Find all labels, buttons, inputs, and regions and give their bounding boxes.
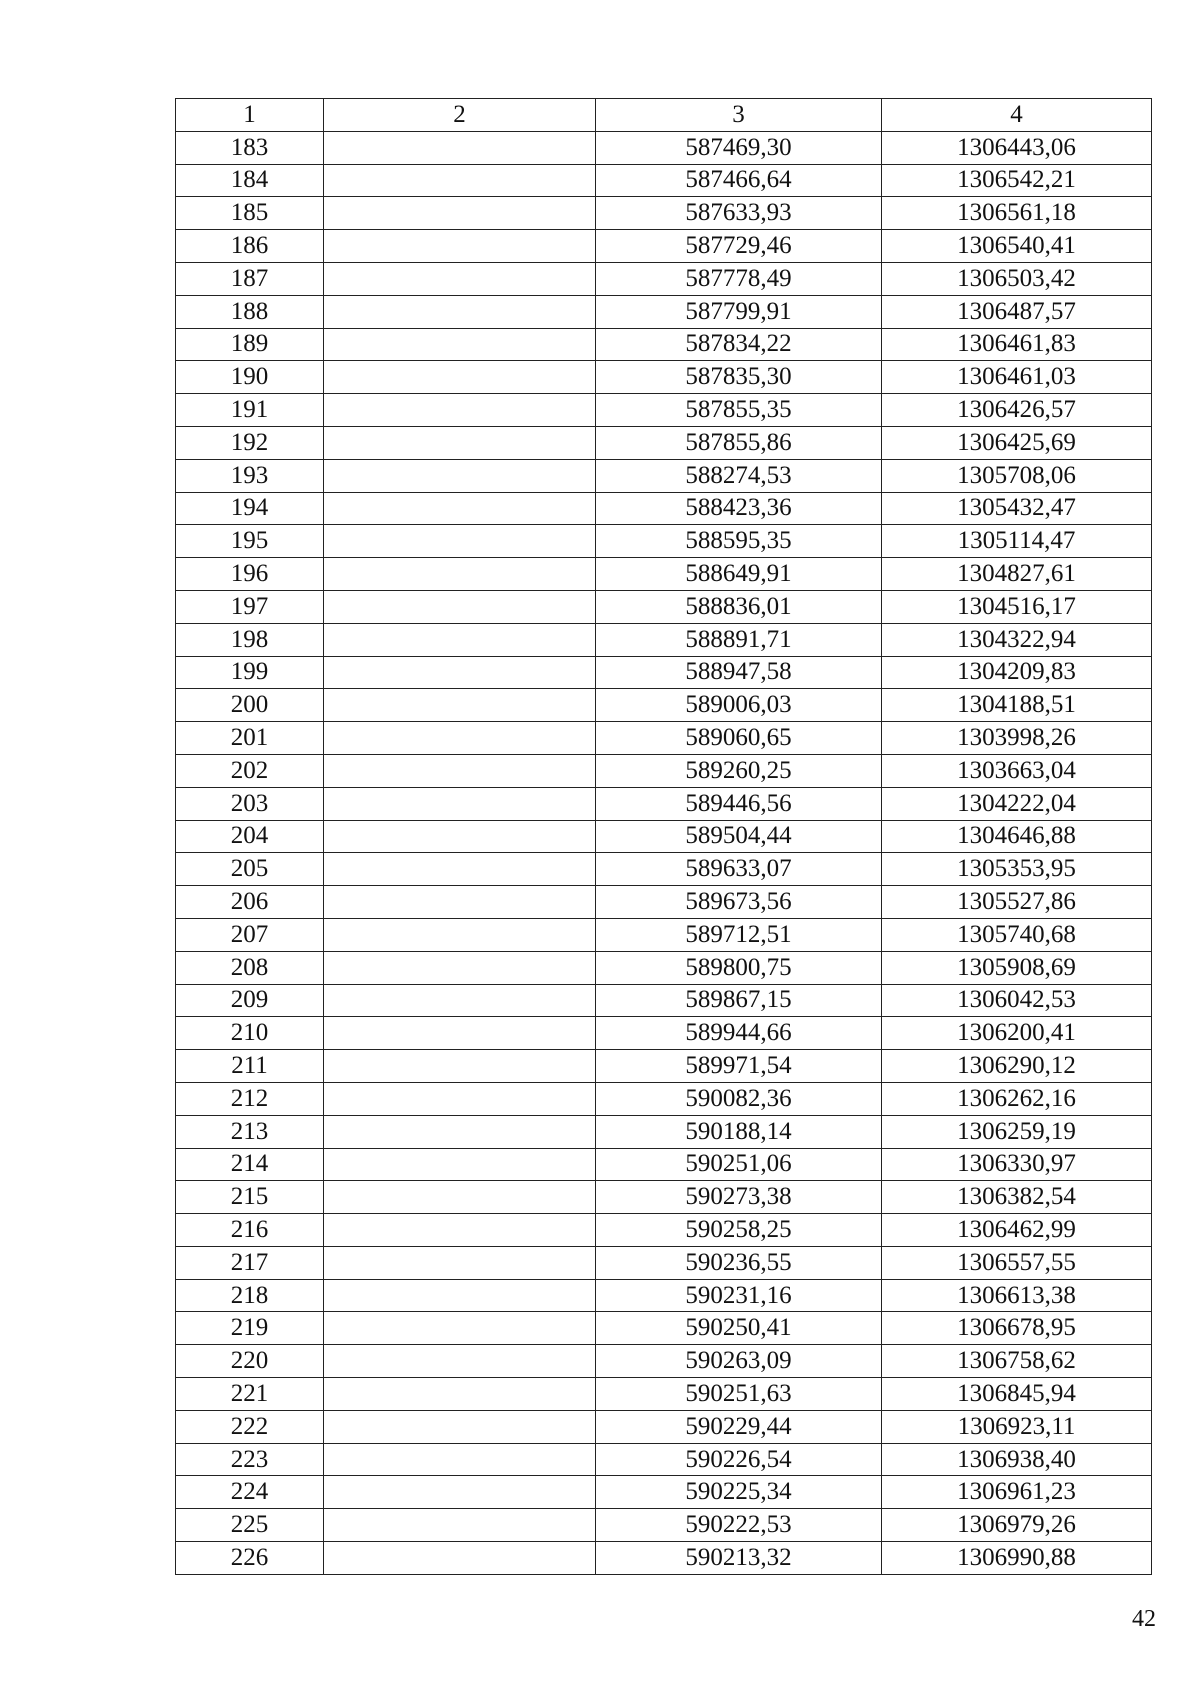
table-cell-col-2 — [324, 590, 596, 623]
table-cell-col-3: 589712,51 — [596, 918, 882, 951]
table-cell-col-3: 589446,56 — [596, 787, 882, 820]
table-cell-col-2 — [324, 262, 596, 295]
table-cell-col-3: 587835,30 — [596, 361, 882, 394]
table-cell-col-4: 1304646,88 — [882, 820, 1152, 853]
table-cell-col-4: 1306557,55 — [882, 1246, 1152, 1279]
table-row — [176, 262, 1152, 295]
table-cell-col-4: 1306542,21 — [882, 164, 1152, 197]
table-cell-col-1: 220 — [176, 1345, 324, 1378]
table-cell-col-3: 590251,63 — [596, 1378, 882, 1411]
table-cell-col-2 — [324, 820, 596, 853]
table-cell-col-3: 590222,53 — [596, 1509, 882, 1542]
table-cell-col-2 — [324, 1509, 596, 1542]
table-cell-col-3: 587834,22 — [596, 328, 882, 361]
table-cell-col-3: 590251,06 — [596, 1148, 882, 1181]
table-cell-col-4: 1306425,69 — [882, 426, 1152, 459]
table-cell-col-2 — [324, 886, 596, 919]
table-cell-col-4: 1305114,47 — [882, 525, 1152, 558]
table-cell-col-4: 1306200,41 — [882, 1017, 1152, 1050]
table-cell-col-2 — [324, 1246, 596, 1279]
table-row — [176, 951, 1152, 984]
table-cell-col-4: 1305740,68 — [882, 918, 1152, 951]
table-row — [176, 820, 1152, 853]
table-row — [176, 754, 1152, 787]
table-cell-col-3: 587855,86 — [596, 426, 882, 459]
table-cell-col-2 — [324, 689, 596, 722]
table-cell-col-4: 1306540,41 — [882, 230, 1152, 263]
table-cell-col-1: 212 — [176, 1082, 324, 1115]
column-header-3: 3 — [596, 99, 882, 132]
table-cell-col-3: 589867,15 — [596, 984, 882, 1017]
table-cell-col-4: 1306461,03 — [882, 361, 1152, 394]
table-cell-col-1: 225 — [176, 1509, 324, 1542]
table-cell-col-4: 1306042,53 — [882, 984, 1152, 1017]
table-cell-col-2 — [324, 394, 596, 427]
table-cell-col-2 — [324, 525, 596, 558]
table-cell-col-2 — [324, 722, 596, 755]
table-row — [176, 295, 1152, 328]
table-row — [176, 1312, 1152, 1345]
table-cell-col-4: 1306330,97 — [882, 1148, 1152, 1181]
table-cell-col-2 — [324, 853, 596, 886]
table-cell-col-2 — [324, 1082, 596, 1115]
table-cell-col-3: 588274,53 — [596, 459, 882, 492]
table-cell-col-4: 1304827,61 — [882, 558, 1152, 591]
table-cell-col-2 — [324, 328, 596, 361]
table-cell-col-2 — [324, 361, 596, 394]
table-cell-col-1: 198 — [176, 623, 324, 656]
table-cell-col-3: 590082,36 — [596, 1082, 882, 1115]
table-cell-col-4: 1306923,11 — [882, 1410, 1152, 1443]
table-cell-col-3: 589006,03 — [596, 689, 882, 722]
table-cell-col-1: 210 — [176, 1017, 324, 1050]
table-cell-col-3: 590226,54 — [596, 1443, 882, 1476]
table-cell-col-4: 1306758,62 — [882, 1345, 1152, 1378]
table-cell-col-2 — [324, 197, 596, 230]
table-cell-col-3: 589504,44 — [596, 820, 882, 853]
table-row — [176, 164, 1152, 197]
table-row — [176, 1476, 1152, 1509]
table-row — [176, 918, 1152, 951]
table-cell-col-4: 1304188,51 — [882, 689, 1152, 722]
table-cell-col-2 — [324, 1345, 596, 1378]
column-header-4: 4 — [882, 99, 1152, 132]
table-cell-col-2 — [324, 1312, 596, 1345]
table-body — [176, 131, 1152, 1574]
table-cell-col-1: 221 — [176, 1378, 324, 1411]
table-cell-col-1: 194 — [176, 492, 324, 525]
table-cell-col-2 — [324, 1279, 596, 1312]
table-cell-col-3: 590250,41 — [596, 1312, 882, 1345]
table-cell-col-3: 588836,01 — [596, 590, 882, 623]
table-row — [176, 623, 1152, 656]
table-cell-col-1: 211 — [176, 1050, 324, 1083]
table-cell-col-1: 197 — [176, 590, 324, 623]
table-cell-col-4: 1306290,12 — [882, 1050, 1152, 1083]
table-row — [176, 558, 1152, 591]
table-cell-col-1: 191 — [176, 394, 324, 427]
table-cell-col-2 — [324, 623, 596, 656]
table-cell-col-4: 1306561,18 — [882, 197, 1152, 230]
table-row — [176, 1246, 1152, 1279]
table-cell-col-4: 1306961,23 — [882, 1476, 1152, 1509]
table-cell-col-2 — [324, 1542, 596, 1575]
table-header-row — [176, 99, 1152, 132]
table-cell-col-1: 204 — [176, 820, 324, 853]
table-row — [176, 1509, 1152, 1542]
table-cell-col-1: 192 — [176, 426, 324, 459]
table-cell-col-1: 215 — [176, 1181, 324, 1214]
table-cell-col-1: 189 — [176, 328, 324, 361]
table-cell-col-4: 1305353,95 — [882, 853, 1152, 886]
table-cell-col-2 — [324, 1443, 596, 1476]
table-cell-col-2 — [324, 1115, 596, 1148]
table-cell-col-2 — [324, 1017, 596, 1050]
table-cell-col-2 — [324, 1476, 596, 1509]
table-row — [176, 394, 1152, 427]
table-cell-col-1: 183 — [176, 131, 324, 164]
table-cell-col-3: 590273,38 — [596, 1181, 882, 1214]
table-row — [176, 787, 1152, 820]
table-cell-col-3: 590258,25 — [596, 1214, 882, 1247]
table-cell-col-1: 214 — [176, 1148, 324, 1181]
table-cell-col-2 — [324, 1181, 596, 1214]
table-cell-col-1: 195 — [176, 525, 324, 558]
table-cell-col-1: 206 — [176, 886, 324, 919]
table-cell-col-2 — [324, 230, 596, 263]
table-cell-col-1: 223 — [176, 1443, 324, 1476]
table-cell-col-3: 587633,93 — [596, 197, 882, 230]
table-cell-col-2 — [324, 295, 596, 328]
table-row — [176, 1345, 1152, 1378]
table-cell-col-2 — [324, 1214, 596, 1247]
table-cell-col-3: 590188,14 — [596, 1115, 882, 1148]
table-row — [176, 1050, 1152, 1083]
table-row — [176, 1017, 1152, 1050]
table-cell-col-4: 1304209,83 — [882, 656, 1152, 689]
column-header-2: 2 — [324, 99, 596, 132]
table-row — [176, 492, 1152, 525]
table-cell-col-4: 1306503,42 — [882, 262, 1152, 295]
table-cell-col-2 — [324, 1148, 596, 1181]
table-cell-col-3: 590225,34 — [596, 1476, 882, 1509]
table-cell-col-4: 1306979,26 — [882, 1509, 1152, 1542]
table-cell-col-2 — [324, 1378, 596, 1411]
table-row — [176, 1181, 1152, 1214]
table-cell-col-3: 590263,09 — [596, 1345, 882, 1378]
table-cell-col-4: 1306845,94 — [882, 1378, 1152, 1411]
table-cell-col-2 — [324, 787, 596, 820]
table-cell-col-2 — [324, 656, 596, 689]
table-cell-col-3: 590236,55 — [596, 1246, 882, 1279]
table-cell-col-2 — [324, 492, 596, 525]
table-cell-col-2 — [324, 951, 596, 984]
table-cell-col-2 — [324, 131, 596, 164]
table-cell-col-4: 1306262,16 — [882, 1082, 1152, 1115]
table-row — [176, 525, 1152, 558]
table-row — [176, 1410, 1152, 1443]
table-cell-col-2 — [324, 1050, 596, 1083]
table-cell-col-4: 1304222,04 — [882, 787, 1152, 820]
table-cell-col-1: 216 — [176, 1214, 324, 1247]
table-cell-col-1: 188 — [176, 295, 324, 328]
table-row — [176, 590, 1152, 623]
table-cell-col-1: 208 — [176, 951, 324, 984]
table-cell-col-1: 201 — [176, 722, 324, 755]
table-cell-col-1: 218 — [176, 1279, 324, 1312]
table-row — [176, 1148, 1152, 1181]
table-cell-col-4: 1303998,26 — [882, 722, 1152, 755]
table-cell-col-2 — [324, 984, 596, 1017]
table-row — [176, 197, 1152, 230]
table-row — [176, 1082, 1152, 1115]
table-row — [176, 689, 1152, 722]
table-cell-col-4: 1306613,38 — [882, 1279, 1152, 1312]
table-cell-col-2 — [324, 1410, 596, 1443]
table-cell-col-4: 1306678,95 — [882, 1312, 1152, 1345]
table-cell-col-3: 587729,46 — [596, 230, 882, 263]
table-cell-col-2 — [324, 918, 596, 951]
table-cell-col-3: 588947,58 — [596, 656, 882, 689]
table-cell-col-1: 193 — [176, 459, 324, 492]
table-cell-col-4: 1306461,83 — [882, 328, 1152, 361]
table-cell-col-2 — [324, 164, 596, 197]
table-cell-col-3: 588891,71 — [596, 623, 882, 656]
table-cell-col-4: 1303663,04 — [882, 754, 1152, 787]
table-cell-col-2 — [324, 459, 596, 492]
table-cell-col-3: 588423,36 — [596, 492, 882, 525]
table-cell-col-3: 588595,35 — [596, 525, 882, 558]
table-cell-col-3: 589673,56 — [596, 886, 882, 919]
table-cell-col-3: 589260,25 — [596, 754, 882, 787]
page-number: 42 — [1132, 1606, 1156, 1632]
table-cell-col-2 — [324, 558, 596, 591]
table-cell-col-4: 1304322,94 — [882, 623, 1152, 656]
table-cell-col-4: 1306259,19 — [882, 1115, 1152, 1148]
table-cell-col-3: 587466,64 — [596, 164, 882, 197]
table-cell-col-4: 1306938,40 — [882, 1443, 1152, 1476]
table-cell-col-1: 187 — [176, 262, 324, 295]
table-cell-col-3: 589944,66 — [596, 1017, 882, 1050]
table-row — [176, 853, 1152, 886]
table-cell-col-3: 587799,91 — [596, 295, 882, 328]
table-row — [176, 1115, 1152, 1148]
table-row — [176, 1542, 1152, 1575]
table-cell-col-3: 590231,16 — [596, 1279, 882, 1312]
table-row — [176, 1378, 1152, 1411]
table-cell-col-3: 589633,07 — [596, 853, 882, 886]
table-cell-col-4: 1305708,06 — [882, 459, 1152, 492]
table-cell-col-1: 219 — [176, 1312, 324, 1345]
table-cell-col-1: 185 — [176, 197, 324, 230]
table-cell-col-4: 1304516,17 — [882, 590, 1152, 623]
table-cell-col-3: 587855,35 — [596, 394, 882, 427]
table-cell-col-4: 1306426,57 — [882, 394, 1152, 427]
table-row — [176, 984, 1152, 1017]
table-cell-col-1: 224 — [176, 1476, 324, 1509]
table-cell-col-1: 226 — [176, 1542, 324, 1575]
table-row — [176, 361, 1152, 394]
table-cell-col-3: 589060,65 — [596, 722, 882, 755]
table-cell-col-3: 590213,32 — [596, 1542, 882, 1575]
table-cell-col-3: 588649,91 — [596, 558, 882, 591]
table-row — [176, 459, 1152, 492]
table-cell-col-1: 200 — [176, 689, 324, 722]
table-cell-col-1: 199 — [176, 656, 324, 689]
table-cell-col-4: 1305432,47 — [882, 492, 1152, 525]
table-cell-col-4: 1306382,54 — [882, 1181, 1152, 1214]
table-cell-col-1: 203 — [176, 787, 324, 820]
table-cell-col-3: 589800,75 — [596, 951, 882, 984]
table-cell-col-1: 186 — [176, 230, 324, 263]
table-cell-col-2 — [324, 426, 596, 459]
table-cell-col-3: 589971,54 — [596, 1050, 882, 1083]
table-cell-col-1: 205 — [176, 853, 324, 886]
table-cell-col-4: 1306487,57 — [882, 295, 1152, 328]
table-cell-col-3: 587469,30 — [596, 131, 882, 164]
table-cell-col-4: 1305908,69 — [882, 951, 1152, 984]
table-row — [176, 426, 1152, 459]
table-row — [176, 131, 1152, 164]
table-cell-col-1: 196 — [176, 558, 324, 591]
table-row — [176, 656, 1152, 689]
table-cell-col-1: 213 — [176, 1115, 324, 1148]
table-cell-col-1: 222 — [176, 1410, 324, 1443]
table-cell-col-4: 1306443,06 — [882, 131, 1152, 164]
table-cell-col-1: 190 — [176, 361, 324, 394]
table-cell-col-1: 202 — [176, 754, 324, 787]
table-cell-col-4: 1305527,86 — [882, 886, 1152, 919]
table-row — [176, 1279, 1152, 1312]
column-header-1: 1 — [176, 99, 324, 132]
table-row — [176, 886, 1152, 919]
table-cell-col-3: 590229,44 — [596, 1410, 882, 1443]
table-cell-col-4: 1306990,88 — [882, 1542, 1152, 1575]
table-cell-col-1: 217 — [176, 1246, 324, 1279]
table-row — [176, 1443, 1152, 1476]
coordinates-table — [175, 98, 1152, 1575]
table-row — [176, 328, 1152, 361]
table-row — [176, 722, 1152, 755]
table-cell-col-4: 1306462,99 — [882, 1214, 1152, 1247]
table-cell-col-1: 209 — [176, 984, 324, 1017]
table-row — [176, 230, 1152, 263]
table-cell-col-1: 184 — [176, 164, 324, 197]
table-cell-col-1: 207 — [176, 918, 324, 951]
table-cell-col-2 — [324, 754, 596, 787]
table-row — [176, 1214, 1152, 1247]
table-cell-col-3: 587778,49 — [596, 262, 882, 295]
